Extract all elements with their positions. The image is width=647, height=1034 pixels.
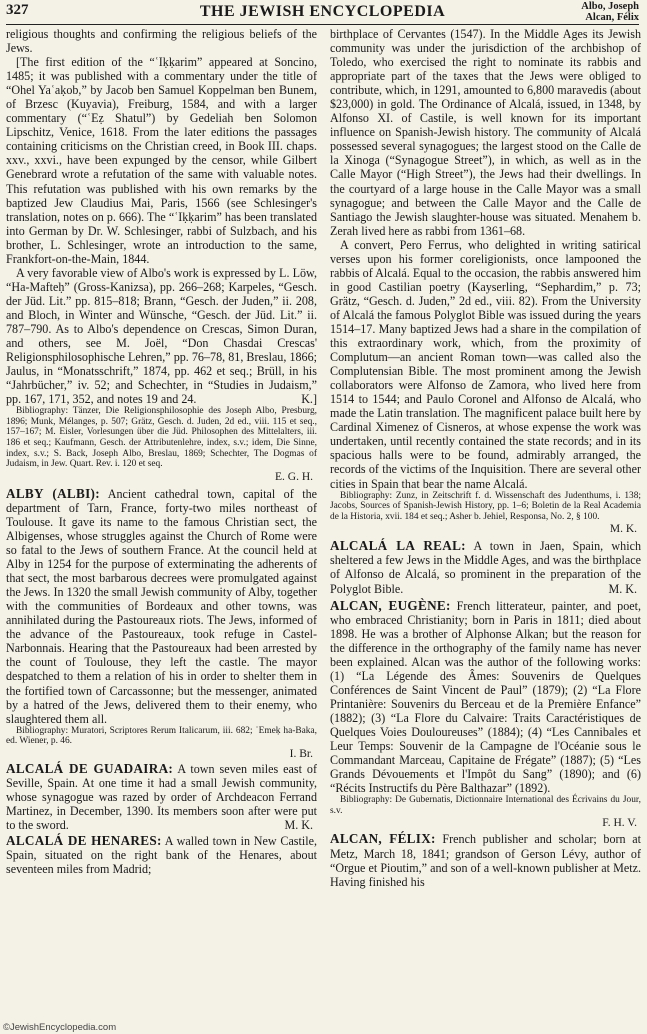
page-number: 327 (6, 2, 29, 18)
entry-title: ALCAN, FÉLIX: (330, 831, 436, 847)
paragraph: birthplace of Cervantes (1547). In the Middle Ages its Jewish community was under the jurisdiction of the archbishop of Toledo, who exercised the right to nominate its rabbis and appropriate part of the taxes that the Jews were obliged to contribute, which, in 1291, amounted to 6,800 maravedis (about $23,000) in gold. The Ordinance of Alcalá, issued, in 1348, by Alfonso XI. of Castile, is well known for its important influence on Spanish-Jewish history. The community of Alcalá possessed several synagogues; the largest stood on the Calle de la Xinoga (“Synagogue Street”), in which, as well as in the Calle Mayor (“High Street”), the Jews had their dwellings. In the courtyard of a large house in the Calle Mayor was a small synagogue; and between the Calle Mayor and the Calle de Santiago the Jewish slaughter-house was situated. Menahem b. Zerah lived here as rabbi from 1361–68. (330, 27, 641, 238)
paragraph-text: A very favorable view of Albo's work is expressed by L. Löw, “Ha-Mafteḥ” (Gross-Kanizsa), pp. 266–268; Karpeles, “Gesch. der Jüd. Lit.” pp. 815–818; Brann, “Gesch. der Juden,” ii. 208, and Bloch, in Winter and Wünsche, “Gesch. der Jüd. Lit.” ii. 787–790. As to Albo's dependence on Crescas, Simon Duran, and others, see M. Joël, “Don Chasdai Crescas' Religionsphilosophische Lehren,” pp. 76–78, 81, Breslau, 1866; Jaulus, in “Monatsschrift,” 1874, pp. 462 et seq.; Brüll, in his “Jahrbücher,” iv. 52; and Schechter, in “Studies in Judaism,” pp. 167, 171, 352, and notes 19 and 24. (6, 265, 317, 407)
running-entry-last: Alcan, Félix (585, 12, 639, 23)
paragraph: religious thoughts and confirming the religious beliefs of the Jews. (6, 27, 317, 56)
copyright-footer: ©JewishEncyclopedia.com (3, 1022, 117, 1033)
paragraph (6, 266, 317, 406)
paragraph: A convert, Pero Ferrus, who delighted in writing satirical verses upon his former coreligionists, once lampooned the rabbis of Alcalá. Equal to the occasion, the rabbis answered him in good Castilian poetry (Kayserling, “Sephardim,” p. 73; Grätz, “Gesch. d. Juden,” 2d ed., viii. 82). From the University of Alcalá the famous Polyglot Bible was issued during the years 1514–17. Many baptized Jews had a share in the compilation of this extraordinary work, which, from the proximity of Complutum—an ancient Roman town—was called also the Complutensian Bible. The most prominent among the Jewish collaborators were Alfonso de Zamora, who lived here from 1514 to 1544; and Paulo Coronel and Alfonso de Alcalá, who made the Latin translation. The magnificent palace built here by Cardinal Ximenez of Cisneros, at whose expense the work was undertaken, until recently contained the state records; and in its spacious halls were to be found, admirably arranged, the records of the victims of the Inquisition. There are several other cities in Spain that bear the name Alcalá. (330, 237, 641, 491)
entry-text: Ancient cathedral town, capital of the department of Tarn, France, forty-two miles northeast of Toulouse. It gave its name to the famous Christian sect, the Albigenses, whose struggles against the Church of Rome were so fatal to the Jews of southern France. At the council held at Alby in 1254 for the purpose of exterminating the adherents of that sect, the most barbarous decrees were promulgated against the Jews. In 1320 the small Jewish community of Alby, together with the communities of Bordeaux and other towns, was annihilated during the Pastoureaux riots. The Jews, informed of the advance of the Pastoureaux, took refuge in Castel-Narbonnais. Hearing that the Pastoureaux had been arrested by the count of Toulouse, they left the castle. The mayor despatched to them a relation of his in order to shelter them in the fortified town of Carcassonne; but the messenger, animated by a hatred of the Jews, delivered them to their enemy, who slaughtered them all. (6, 486, 317, 726)
author-signature: F. H. V. (602, 817, 637, 830)
entry-title: ALCALÁ LA REAL: (330, 538, 466, 554)
entry-alcala-de-henares (6, 834, 317, 876)
running-header (6, 2, 639, 25)
right-column (330, 27, 641, 1017)
entry-alcala-la-real (330, 539, 641, 595)
bibliography: Bibliography: Tänzer, Die Religionsphilosophie des Joseph Albo, Presburg, 1896; Munk, Mélanges, p. 507; Grätz, Gesch. d. Juden, 2d ed., viii. 115 et seq., 157–167; M. Eisler, Vorlesungen über die Jüd. Philosophen des Mittelalters, iii. 186 et seq.; Kaufmann, Gesch. der Attributenlehre, index, s.v.; idem, Die Sinne, index, s.v.; S. Back, Joseph Albo, Breslau, 1869; Schechter, The Dogmas of Judaism, in Jew. Quart. Rev. i. 120 et seq. (6, 406, 317, 470)
entry-title: ALCALÁ DE GUADAIRA: (6, 760, 174, 776)
running-entry-range (581, 1, 639, 23)
author-signature: M. K. (608, 581, 637, 596)
author-signature: K.] (301, 392, 317, 407)
entry-text: A walled town in New Castile, Spain, situated on the right bank of the Henares, about seventeen miles from Madrid; (6, 834, 317, 877)
entry-text: French litterateur, painter, and poet, who embraced Christianity; born in Paris in 1811; died about 1898. He was a brother of Alphonse Alkan; but the reason for the difference in the orthography of the family name has never been explained. Alcan was the author of the following works: (1) “La Légende des Âmes: Souvenirs de Quelques Conférences de Saint Vincent de Paul” (1879); (2) “La Flore Printanière: Souvenirs du Berceau et de la Première Enfance” (1882); (3) “La Flore du Calvaire: Traits Caractéristiques de Quelques Voies Douloureuses” (1884); (4) “Les Cannibales et Leur Temps: Souvenir de la Campagne de l'Océanie sous le Commandant Marceau, Capitaine de Frégate” (1887); (5) “Les Grands Dévouements et l'Impôt du Sang” (1890); and (6) “Récits Instructifs du Père Balthazar” (1892). (330, 598, 641, 796)
entry-title: ALBY (ALBI): (6, 485, 100, 501)
entry-alcala-de-guadaira (6, 762, 317, 832)
entry-alby (6, 487, 317, 726)
entry-title: ALCALÁ DE HENARES: (6, 833, 162, 849)
bibliography: Bibliography: Zunz, in Zeitschrift f. d. Wissenschaft des Judenthums, i. 138; Jacobs, Sources of Spanish-Jewish History, pp. 1–6; Boletin de la Real Academia de la Historia, xvii. 184 et seq.; Asher b. Jehiel, Responsa, No. 2, § 100. (330, 490, 641, 522)
entry-text: French publisher and scholar; born at Metz, March 18, 1841; grandson of Gerson Lévy, author of “Orgue et Pioutim,” and son of a well-known publisher at Metz. Having finished his (330, 832, 641, 889)
running-entry-first: Albo, Joseph (581, 1, 639, 12)
author-signature: M. K. (284, 818, 313, 833)
paragraph: [The first edition of the “ʿIḳḳarim” appeared at Soncino, 1485; it was published with a commentary under the title of “Ohel Yaʿaḳob,” by Jacob ben Samuel Koppelman ben Bunem, of Brzesc (Kuyavia), Freiburg, 1584, and with a larger commentary (“ʿEẓ Shatul”) by Gedeliah ben Solomon Lipschitz, Venice, 1618. From the later editions the passages containing criticisms on the Christian creed, in Book III. chaps. xxv., xxvi., have been expunged by the censor, while Gilbert Genebrard wrote a refutation of the same with valuable notes. This refutation was published with his own remarks by the baptized Jew Claudius Mai, Paris, 1566 (see Schlesinger's translation, notes on p. 666). The “ʿIḳḳarim” has been translated into German by Dr. W. Schlesinger, rabbi of Sulzbach, and his brother, L. Schlesinger, wrote an introduction to the same, Frankfort-on-the-Main, 1844. (6, 55, 317, 266)
author-signature: I. Br. (289, 747, 313, 760)
entry-text: A town seven miles east of Seville, Spain. At one time it had a small Jewish community, whose synagogue was razed by order of Archdeacon Ferrand Martinez, in December, 1390. Its members soon after were put to the sword. (6, 761, 317, 833)
running-title: THE JEWISH ENCYCLOPEDIA (199, 3, 446, 20)
left-column (6, 27, 317, 1017)
author-signature: M. K. (609, 523, 637, 536)
author-signature: E. G. H. (274, 470, 313, 483)
entry-title: ALCAN, EUGÈNE: (330, 597, 451, 613)
entry-alcan-felix (330, 832, 641, 888)
entry-alcan-eugene (330, 599, 641, 796)
entry-text: A town in Jaen, Spain, which sheltered a few Jews in the Middle Ages, and was the birthplace of Alfonso de Alcalá, so prominent in the preparation of the Polyglot Bible. (330, 539, 641, 596)
bibliography: Bibliography: Muratori, Scriptores Rerum Italicarum, iii. 682; ʿEmeḳ ha-Baka, ed. Wiener, p. 46. (6, 725, 317, 747)
bibliography: Bibliography: De Gubernatis, Dictionnaire International des Écrivains du Jour, s.v. (330, 795, 641, 816)
